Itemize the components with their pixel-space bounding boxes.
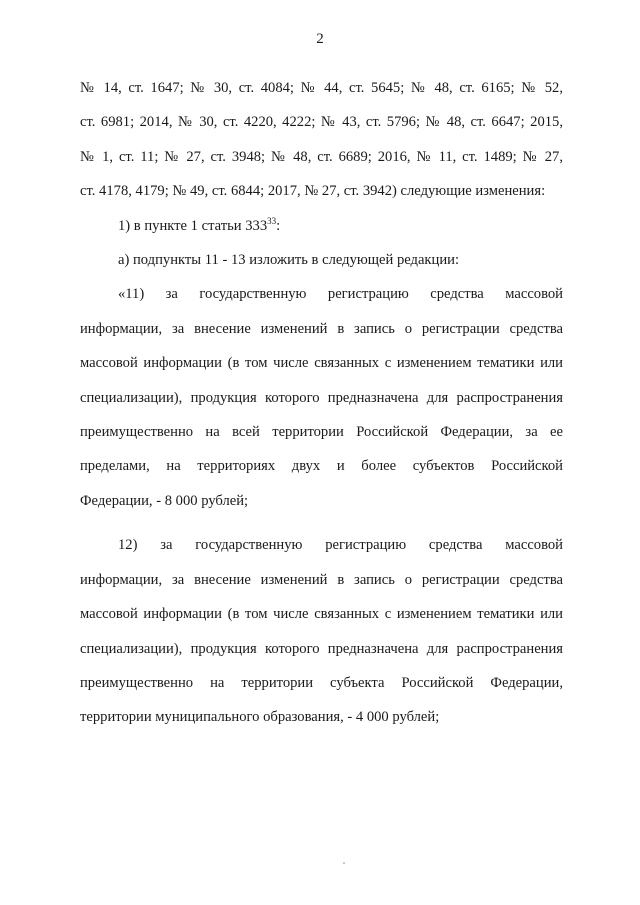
text-line: ст. 6981; 2014, № 30, ст. 4220, 4222; № 43, ст. 5796; № 48, ст. 6647; 2015, <box>80 114 563 131</box>
text-line: специализации), продукция которого предназначена для распространения <box>80 389 563 406</box>
paragraph-continuation <box>80 71 563 209</box>
paragraph-subitem-11 <box>80 277 563 518</box>
item-1-suffix: : <box>276 217 281 234</box>
paragraph-subitem-12 <box>80 528 563 734</box>
item-1-superscript: 33 <box>267 215 277 226</box>
text-line: преимущественно на территории субъекта Российской Федерации, <box>80 674 563 691</box>
text-line: пределами, на территориях двух и более субъектов Российской <box>80 458 563 475</box>
paragraph-item-1 <box>80 209 563 243</box>
document-body <box>80 71 563 735</box>
text-line: информации, за внесение изменений в запись о регистрации средства <box>80 320 563 337</box>
item-1-text: 1) в пункте 1 статьи 333 <box>118 217 268 234</box>
text-line: ст. 4178, 4179; № 49, ст. 6844; 2017, № 27, ст. 3942) следующие изменения: <box>80 183 546 200</box>
text-line: территории муниципального образования, - 4 000 рублей; <box>80 709 440 726</box>
text-line: информации, за внесение изменений в запись о регистрации средства <box>80 571 563 588</box>
text-line: № 1, ст. 11; № 27, ст. 3948; № 48, ст. 6689; 2016, № 11, ст. 1489; № 27, <box>80 148 563 165</box>
page-number: 2 <box>316 31 324 47</box>
scan-artifact <box>343 862 345 864</box>
text-line: преимущественно на всей территории Российской Федерации, за ее <box>80 424 563 441</box>
text-line: «11) за государственную регистрацию средства массовой <box>118 286 563 303</box>
text-line: массовой информации (в том числе связанных с изменением тематики или <box>80 606 563 623</box>
paragraph-item-a: а) подпункты 11 - 13 изложить в следующей редакции: <box>118 252 459 269</box>
text-line: специализации), продукция которого предназначена для распространения <box>80 640 563 657</box>
text-line: массовой информации (в том числе связанных с изменением тематики или <box>80 355 563 372</box>
text-line: 12) за государственную регистрацию средства массовой <box>118 537 563 554</box>
text-line: № 14, ст. 1647; № 30, ст. 4084; № 44, ст. 5645; № 48, ст. 6165; № 52, <box>80 80 563 96</box>
text-line: Федерации, - 8 000 рублей; <box>80 492 249 509</box>
